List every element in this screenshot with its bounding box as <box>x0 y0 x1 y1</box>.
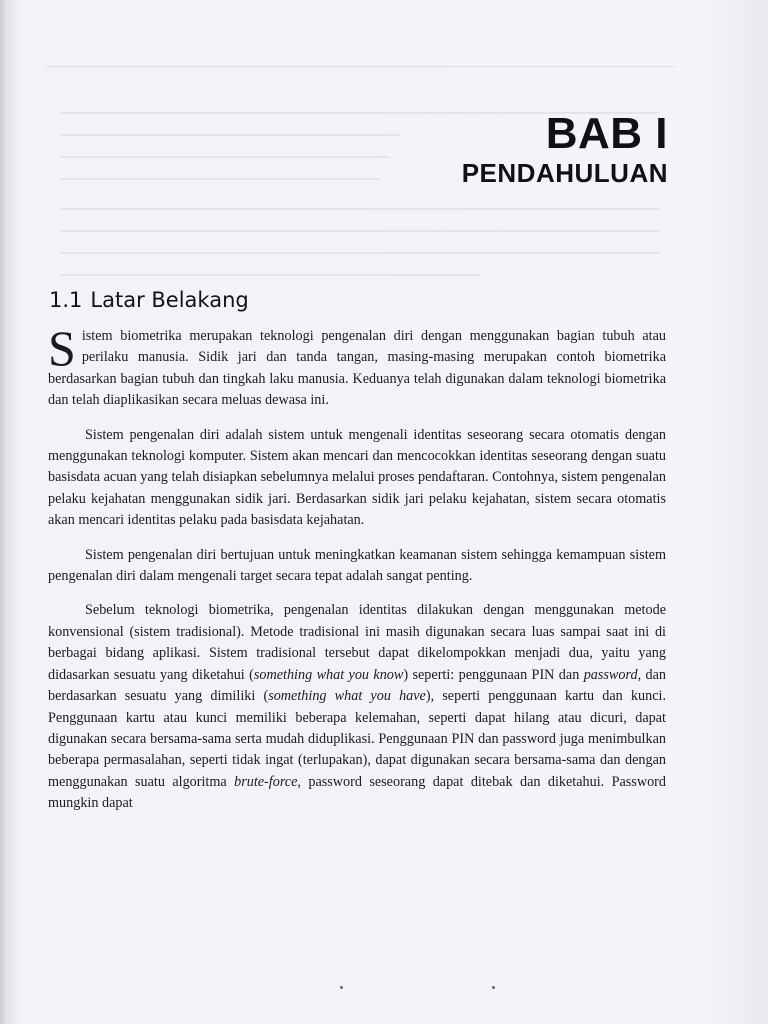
italic-term: password <box>583 666 638 683</box>
paragraph-text: istem biometrika merupakan teknologi pengenalan diri dengan menggunakan bagian tubuh atau perilaku manusia. Sidik jari dan tanda tangan, masing-masing merupakan contoh biometrika berdasarkan bagian tubuh dan tingkah laku manusia. Keduanya telah digunakan dalam teknologi biometrika dan telah diaplikasikan secara meluas dewasa ini. <box>48 328 666 409</box>
ghost-line <box>60 274 480 276</box>
italic-term: something what you have <box>268 688 426 705</box>
ghost-line <box>60 208 660 210</box>
section-number: 1.1 <box>49 288 83 312</box>
italic-term: something what you know <box>253 666 404 683</box>
ghost-line <box>60 134 400 136</box>
drop-cap: S <box>48 320 76 376</box>
italic-term: brute-force <box>234 773 298 790</box>
text-run: , password seseorang dapat ditebak dan diketahui. Password mungkin dapat <box>48 773 666 812</box>
section-heading <box>49 286 249 314</box>
scan-speck <box>340 986 343 989</box>
ghost-line <box>60 156 390 158</box>
chapter-title: PENDAHULUAN <box>461 158 668 188</box>
ghost-header-rule <box>46 66 674 67</box>
paragraph: Sistem pengenalan diri adalah sistem untuk mengenali identitas seseorang secara otomatis dengan menggunakan teknologi komputer. Sistem akan mencari dan mencocokkan identitas seseorang dengan suatu basisdata acuan yang telah disiapkan sebelumnya melalui proses pendaftaran. Contohnya, sistem pengenalan pelaku kejahatan menggunakan sidik jari. Berdasarkan sidik jari pelaku kejahatan, sistem secara otomatis akan mencari identitas pelaku pada basisdata kejahatan. <box>48 426 666 529</box>
text-run: , dan berdasarkan sesuatu yang dimiliki ( <box>48 666 666 705</box>
text-run: Sebelum teknologi biometrika, pengenalan identitas dilakukan dengan menggunakan metode konvensional (sistem tradisional). Metode tradisional ini masih digunakan secara luas sampai saat ini di berbagai bidang aplikasi. Sistem tradisional tersebut dapat dikelompokkan menjadi dua, yaitu yang didasarkan sesuatu yang diketahui ( <box>48 602 666 683</box>
ghost-line <box>60 178 380 180</box>
text-run: ) seperti: penggunaan PIN dan <box>403 666 584 683</box>
body-text <box>48 320 666 828</box>
text-run: ), seperti penggunaan kartu dan kunci. Penggunaan kartu atau kunci memiliki beberapa kelemahan, seperti dapat hilang atau dicuri, dapat digunakan secara bersama-sama serta mudah diduplikasi. Penggunaan PIN dan password juga menimbulkan beberapa permasalahan, seperti tidak ingat (terlupakan), dapat digunakan secara bersama-sama dan dengan menggunakan suatu algoritma <box>48 688 666 790</box>
ghost-line <box>60 230 660 232</box>
paragraph: Sistem pengenalan diri bertujuan untuk meningkatkan keamanan sistem sehingga kemampuan sistem pengenalan diri dalam mengenali target secara tepat adalah sangat penting. <box>48 546 666 585</box>
ghost-line <box>60 252 660 254</box>
chapter-number: BAB I <box>545 109 668 158</box>
paragraph <box>48 320 666 412</box>
scan-speck <box>492 986 495 989</box>
paragraph <box>48 600 666 814</box>
section-title: Latar Belakang <box>90 288 249 312</box>
